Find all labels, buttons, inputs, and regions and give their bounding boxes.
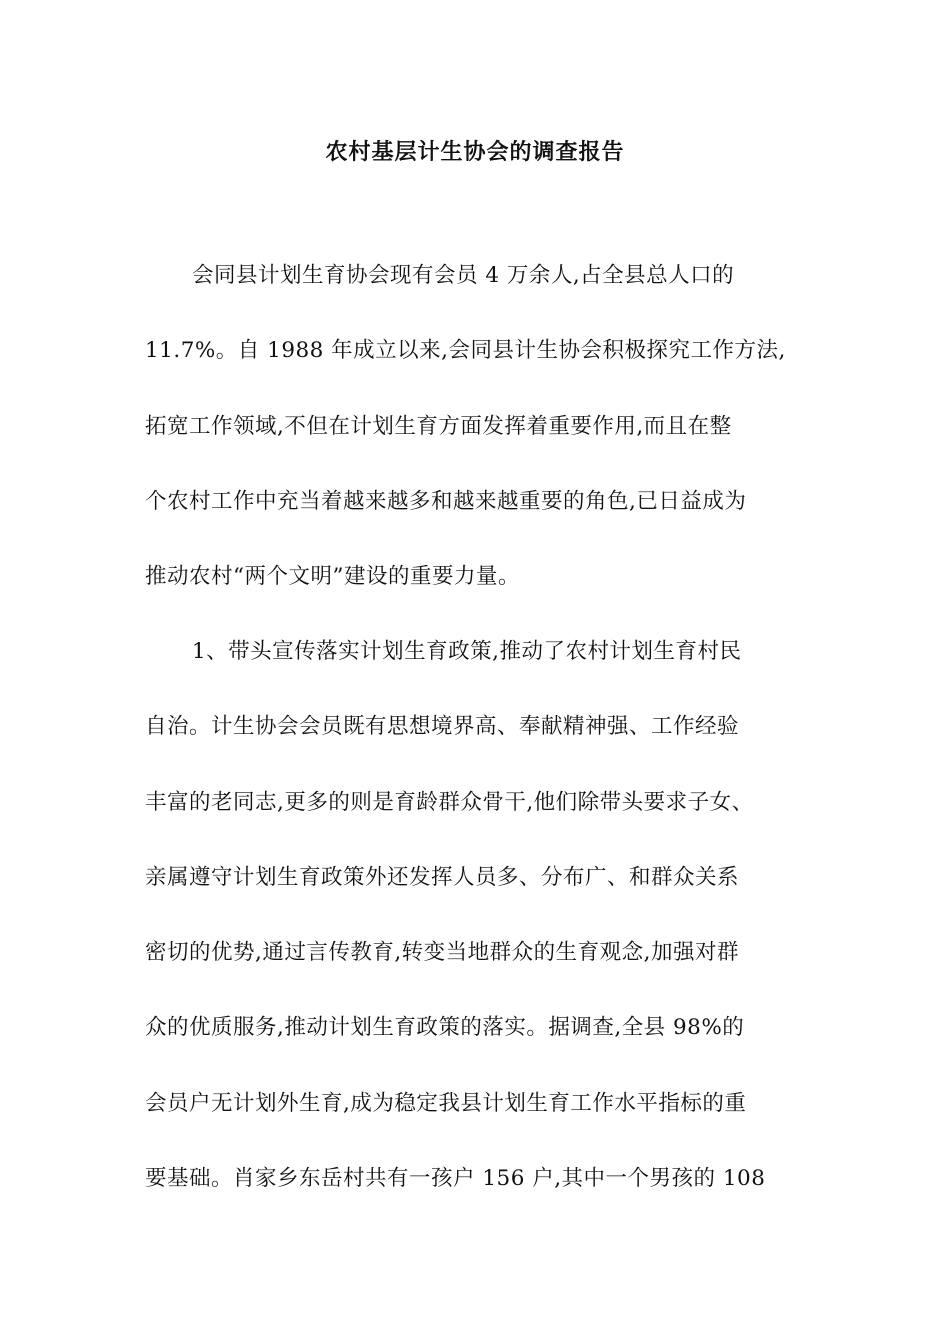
paragraph-line: 众的优质服务,推动计划生育政策的落实。据调查,全县 98%的 [145, 1015, 745, 1040]
paragraph-line: 密切的优势,通过言传教育,转变当地群众的生育观念,加强对群 [145, 940, 740, 965]
document-title: 农村基层计生协会的调查报告 [325, 140, 625, 165]
paragraph-line: 要基础。肖家乡东岳村共有一孩户 156 户,其中一个男孩的 108 [145, 1166, 766, 1191]
paragraph-line: 丰富的老同志,更多的则是育龄群众骨干,他们除带头要求子女、 [145, 790, 754, 815]
paragraph-line: 自治。计生协会会员既有思想境界高、奉献精神强、工作经验 [145, 714, 740, 739]
paragraph-line: 推动农村“两个文明”建设的重要力量。 [145, 564, 520, 589]
paragraph-line: 拓宽工作领域,不但在计划生育方面发挥着重要作用,而且在整 [145, 414, 732, 439]
paragraph-line: 亲属遵守计划生育政策外还发挥人员多、分布广、和群众关系 [145, 865, 740, 890]
paragraph-line: 个农村工作中充当着越来越多和越来越重要的角色,已日益成为 [145, 489, 747, 514]
paragraph-line: 会同县计划生育协会现有会员 4 万余人,占全县总人口的 [192, 263, 735, 288]
paragraph-line: 11.7%。自 1988 年成立以来,会同县计生协会积极探究工作方法, [145, 338, 786, 363]
paragraph-line: 会员户无计划外生育,成为稳定我县计划生育工作水平指标的重 [145, 1091, 747, 1116]
paragraph-line: 1、带头宣传落实计划生育政策,推动了农村计划生育村民 [192, 639, 742, 664]
